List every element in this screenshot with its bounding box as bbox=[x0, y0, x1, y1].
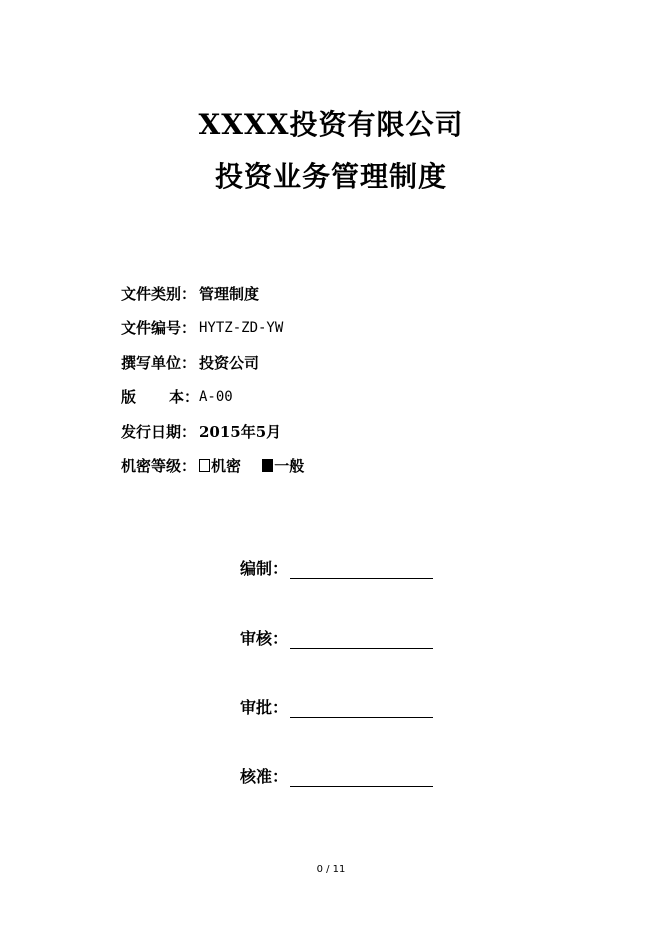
meta-row-issue-date bbox=[121, 414, 304, 449]
issue-date-label: 发行日期： bbox=[121, 422, 197, 441]
secrecy-option-confidential bbox=[199, 455, 241, 476]
category-value: 管理制度 bbox=[199, 284, 260, 303]
approve-label: 审批： bbox=[240, 698, 289, 717]
version-label bbox=[121, 386, 199, 407]
signature-compile bbox=[240, 556, 433, 579]
signature-approve bbox=[240, 695, 433, 718]
version-label-part-a: 版 bbox=[121, 388, 137, 407]
secrecy-options bbox=[199, 455, 304, 476]
author-unit-value: 投资公司 bbox=[199, 353, 260, 372]
meta-row-category bbox=[121, 276, 304, 311]
checked-box-icon bbox=[262, 459, 273, 472]
signature-review bbox=[240, 626, 433, 649]
meta-row-author-unit bbox=[121, 345, 304, 380]
secrecy-option-confidential-label: 机密 bbox=[211, 457, 242, 476]
compile-label: 编制： bbox=[240, 559, 289, 578]
company-name: XXXX投资有限公司 bbox=[198, 108, 464, 141]
document-meta bbox=[121, 276, 304, 483]
secrecy-option-general-label: 一般 bbox=[274, 457, 305, 476]
compile-signature-line bbox=[290, 564, 433, 579]
code-label: 文件编号： bbox=[121, 319, 197, 338]
document-title: 投资业务管理制度 bbox=[214, 160, 447, 193]
page-indicator: 0 / 11 bbox=[316, 864, 346, 875]
verify-signature-line bbox=[290, 772, 433, 787]
code-value: HYTZ-ZD-YW bbox=[199, 319, 284, 336]
approve-signature-line bbox=[290, 703, 433, 718]
version-value: A-00 bbox=[199, 388, 233, 405]
review-signature-line bbox=[290, 634, 433, 649]
author-unit-label: 撰写单位： bbox=[121, 353, 197, 372]
secrecy-option-general bbox=[262, 455, 304, 476]
unchecked-box-icon bbox=[199, 459, 210, 472]
meta-row-secrecy bbox=[121, 449, 304, 484]
signature-verify bbox=[240, 764, 433, 787]
meta-row-version bbox=[121, 380, 304, 415]
version-label-part-b: 本： bbox=[168, 388, 199, 407]
category-label: 文件类别： bbox=[121, 284, 197, 303]
issue-date-value: 2015年5月 bbox=[199, 422, 282, 441]
secrecy-label: 机密等级： bbox=[121, 457, 197, 476]
meta-row-code bbox=[121, 311, 304, 346]
verify-label: 核准： bbox=[240, 767, 289, 786]
review-label: 审核： bbox=[240, 629, 289, 648]
